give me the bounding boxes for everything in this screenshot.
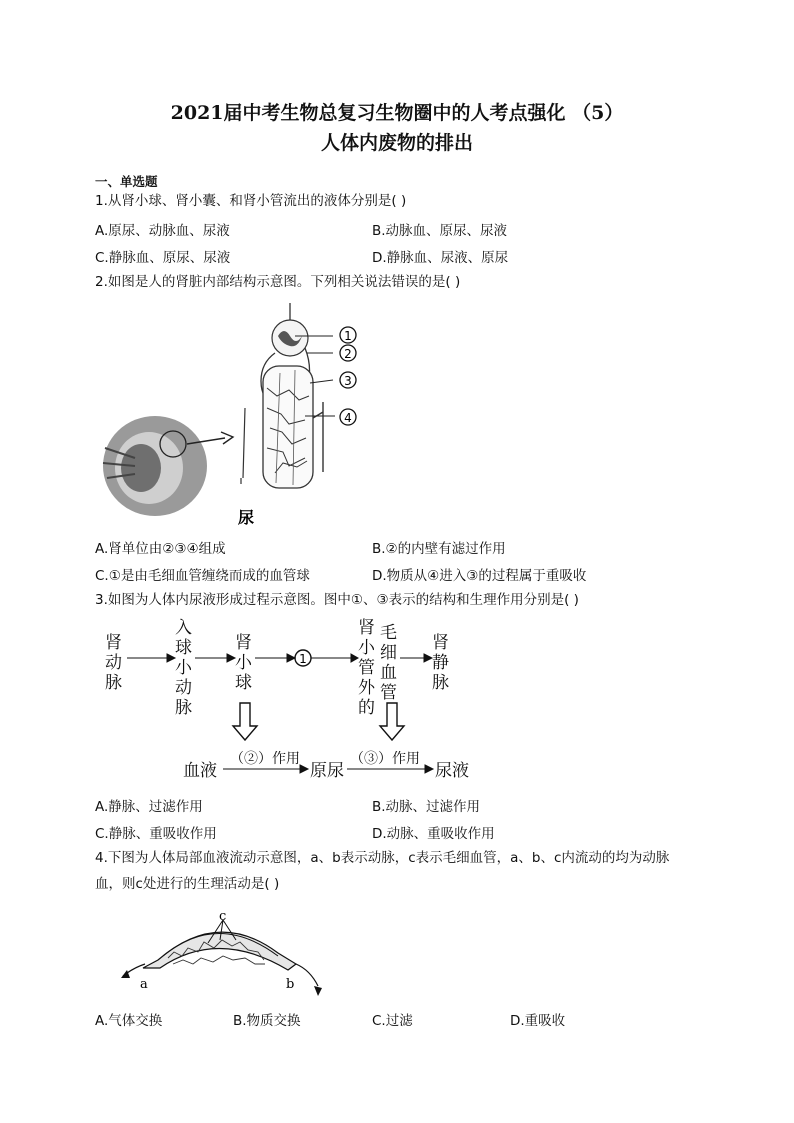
svg-text:静: 静 [432, 653, 449, 673]
q3-option-d[interactable]: D.动脉、重吸收作用 [372, 826, 495, 842]
svg-text:球: 球 [235, 673, 252, 693]
node-renal-artery: 肾 [105, 633, 122, 653]
q2-option-a[interactable]: A.肾单位由②③④组成 [95, 541, 226, 557]
label-a: a [140, 977, 148, 992]
svg-text:脉: 脉 [432, 673, 449, 693]
q4-option-c[interactable]: C.过滤 [372, 1013, 413, 1029]
node-primary-urine: 原尿 [310, 761, 344, 781]
question-4-stem-line2: 血，则c处进行的生理活动是( ) [95, 876, 280, 892]
svg-text:的: 的 [358, 698, 375, 718]
arrow-label-3: （③）作用 [350, 751, 420, 767]
label-b: b [286, 977, 295, 992]
page-subtitle: 人体内废物的排出 [320, 132, 473, 154]
label-3 [340, 372, 356, 388]
q2-option-d[interactable]: D.物质从④进入③的过程属于重吸收 [372, 568, 587, 584]
svg-text:4: 4 [344, 411, 352, 425]
svg-text:小: 小 [175, 658, 192, 678]
circle-label-1 [295, 650, 311, 666]
svg-text:脉: 脉 [105, 673, 122, 693]
svg-text:肾: 肾 [358, 618, 375, 638]
svg-text:3: 3 [344, 374, 352, 388]
urine-label: 尿 [238, 508, 255, 527]
svg-text:管: 管 [358, 658, 375, 678]
nephron-diagram [241, 303, 323, 488]
label-c: c [219, 909, 227, 924]
q1-option-a[interactable]: A.原尿、动脉血、尿液 [95, 223, 230, 239]
svg-text:肾: 肾 [432, 633, 449, 653]
question-3-stem: 3.如图为人体内尿液形成过程示意图。图中①、③表示的结构和生理作用分别是( ) [95, 592, 579, 608]
svg-text:小: 小 [358, 638, 375, 658]
svg-text:外: 外 [358, 678, 375, 698]
q3-option-b[interactable]: B.动脉、过滤作用 [372, 799, 481, 815]
svg-text:1: 1 [344, 329, 352, 343]
label-1 [340, 327, 356, 343]
section-heading: 一、单选题 [95, 174, 158, 189]
capillary-diagram [118, 908, 338, 1003]
node-blood: 血液 [183, 761, 217, 781]
svg-text:球: 球 [175, 638, 192, 658]
svg-text:脉: 脉 [175, 698, 192, 718]
question-2-stem: 2.如图是人的肾脏内部结构示意图。下列相关说法错误的是( ) [95, 274, 461, 290]
svg-text:管: 管 [380, 683, 397, 703]
question-1-stem: 1.从肾小球、肾小囊、和肾小管流出的液体分别是( ) [95, 193, 407, 209]
kidney-image [103, 416, 207, 516]
page-title: 2021届中考生物总复习生物圈中的人考点强化 （5） [170, 102, 624, 124]
svg-text:动: 动 [175, 678, 192, 698]
question-4-stem-line1: 4.下图为人体局部血液流动示意图，a、b表示动脉，c表示毛细血管，a、b、c内流动的均为动脉 [95, 850, 670, 866]
svg-text:2: 2 [344, 347, 352, 361]
q2-option-b[interactable]: B.②的内壁有滤过作用 [372, 541, 506, 557]
svg-text:1: 1 [299, 652, 307, 666]
q3-option-c[interactable]: C.静脉、重吸收作用 [95, 826, 217, 842]
node-urine: 尿液 [435, 761, 469, 781]
svg-text:动: 动 [105, 653, 122, 673]
arrow-label-2: （②）作用 [230, 751, 300, 767]
svg-text:小: 小 [235, 653, 252, 673]
svg-text:毛: 毛 [380, 623, 397, 643]
svg-text:细: 细 [380, 643, 397, 663]
q4-option-b[interactable]: B.物质交换 [233, 1013, 301, 1029]
q2-option-c[interactable]: C.①是由毛细血管缠绕而成的血管球 [95, 568, 310, 584]
q1-option-c[interactable]: C.静脉血、原尿、尿液 [95, 250, 231, 266]
label-4 [340, 409, 356, 425]
urine-formation-diagram [95, 618, 495, 788]
kidney-structure-diagram [95, 298, 375, 528]
svg-text:入: 入 [175, 618, 192, 638]
svg-text:肾: 肾 [235, 633, 252, 653]
q4-option-d[interactable]: D.重吸收 [510, 1013, 566, 1029]
q3-option-a[interactable]: A.静脉、过滤作用 [95, 799, 203, 815]
q1-option-d[interactable]: D.静脉血、尿液、原尿 [372, 250, 509, 266]
q4-option-a[interactable]: A.气体交换 [95, 1013, 163, 1029]
svg-text:血: 血 [380, 663, 397, 683]
label-2 [340, 345, 356, 361]
q1-option-b[interactable]: B.动脉血、原尿、尿液 [372, 223, 508, 239]
